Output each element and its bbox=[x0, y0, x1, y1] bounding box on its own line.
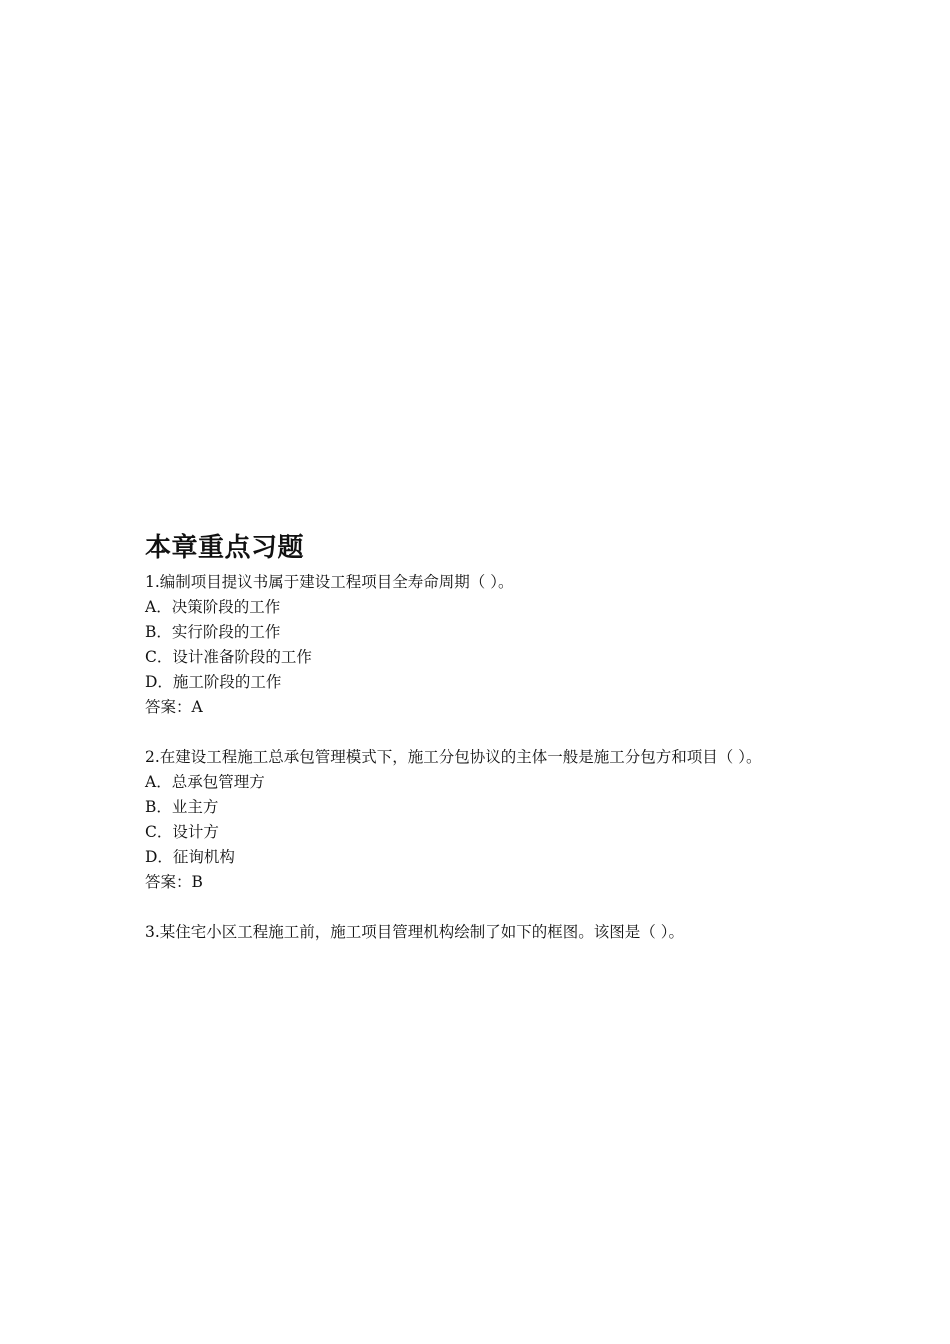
question-stem: 3.某住宅小区工程施工前，施工项目管理机构绘制了如下的框图。该图是（ ）。 bbox=[145, 923, 684, 941]
answer-line: 答案：B bbox=[145, 873, 203, 891]
exercise-section bbox=[145, 530, 825, 945]
option-c: C．设计准备阶段的工作 bbox=[145, 648, 312, 666]
answer-line: 答案：A bbox=[145, 698, 203, 716]
question-stem: 1.编制项目提议书属于建设工程项目全寿命周期（ ）。 bbox=[145, 573, 514, 591]
question-stem: 2.在建设工程施工总承包管理模式下，施工分包协议的主体一般是施工分包方和项目（ ）。 bbox=[145, 748, 762, 766]
question-2 bbox=[145, 745, 825, 895]
spacer bbox=[145, 895, 825, 920]
option-c: C．设计方 bbox=[145, 823, 219, 841]
option-a: A．决策阶段的工作 bbox=[145, 598, 281, 616]
spacer bbox=[145, 720, 825, 745]
option-d: D．施工阶段的工作 bbox=[145, 673, 282, 691]
section-title: 本章重点习题 bbox=[145, 533, 305, 563]
option-a: A．总承包管理方 bbox=[145, 773, 265, 791]
option-b: B．业主方 bbox=[145, 798, 219, 816]
question-3 bbox=[145, 920, 825, 945]
option-b: B．实行阶段的工作 bbox=[145, 623, 281, 641]
question-1 bbox=[145, 570, 825, 720]
option-d: D．征询机构 bbox=[145, 848, 235, 866]
